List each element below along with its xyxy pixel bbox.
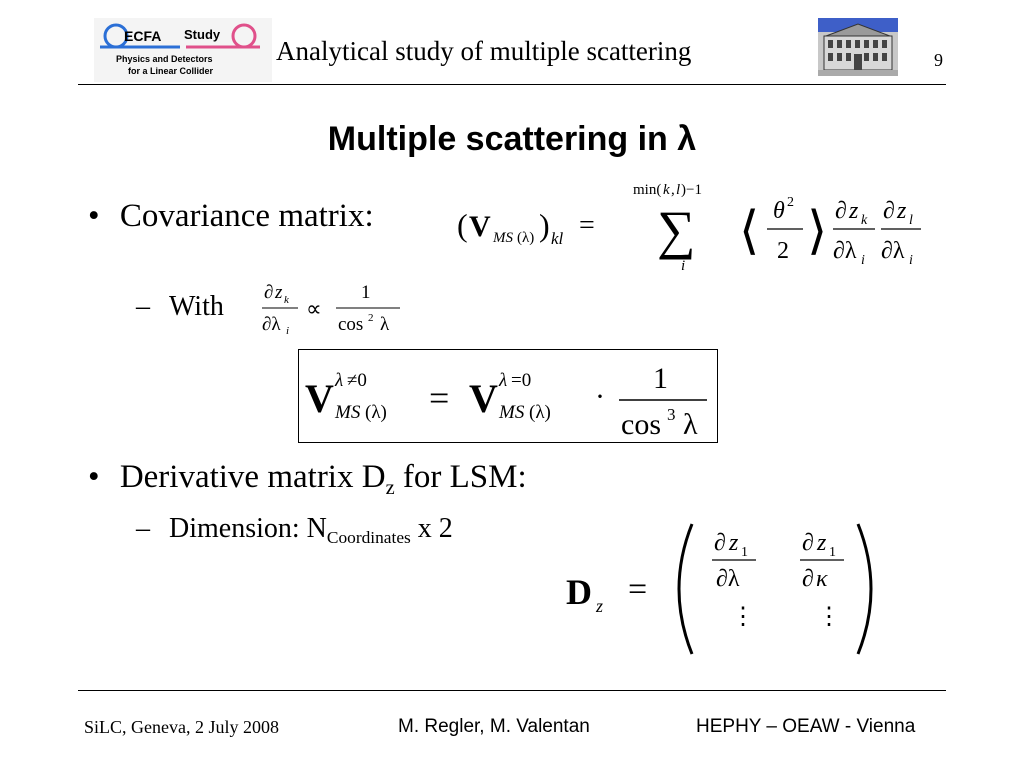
svg-text:λ: λ — [335, 370, 344, 391]
svg-text:z: z — [596, 596, 604, 616]
svg-text:)−1: )−1 — [681, 182, 702, 198]
svg-text:=0: =0 — [511, 370, 532, 391]
svg-text:=: = — [579, 210, 595, 241]
svg-text:≠0: ≠0 — [347, 370, 367, 391]
sub-with-text: With — [169, 291, 224, 322]
svg-text:∑: ∑ — [657, 200, 696, 260]
footer-institute: HEPHY – OEAW - Vienna — [696, 716, 916, 737]
slide-title: Multiple scattering in λ — [327, 120, 697, 158]
sub-dimension-text: Dimension: N — [169, 513, 327, 544]
svg-text:∂: ∂ — [714, 530, 726, 556]
sub-dimension — [136, 513, 453, 548]
svg-text:∂: ∂ — [835, 198, 847, 224]
svg-text:cos: cos — [338, 314, 364, 335]
boxed-equation — [298, 349, 718, 443]
svg-text:(λ): (λ) — [529, 402, 551, 423]
svg-text:∂λ: ∂λ — [262, 314, 281, 335]
svg-text:z: z — [817, 530, 827, 556]
svg-text:⋮: ⋮ — [731, 604, 755, 630]
svg-text:D: D — [566, 572, 592, 612]
svg-text:min(: min( — [633, 182, 662, 198]
svg-text:∂: ∂ — [802, 530, 814, 556]
header-title: Analytical study of multiple scattering — [276, 36, 692, 66]
svg-text:κ: κ — [816, 566, 828, 592]
svg-text:i: i — [681, 258, 686, 274]
svg-text:1: 1 — [741, 545, 748, 560]
svg-text:⟩: ⟩ — [807, 203, 828, 260]
svg-text:l: l — [909, 213, 913, 228]
svg-text:k: k — [284, 294, 289, 306]
svg-text:∂λ: ∂λ — [881, 238, 905, 264]
svg-text:MS: MS — [493, 230, 513, 246]
svg-text:z: z — [849, 198, 859, 224]
svg-text:): ) — [539, 207, 550, 243]
sub-dimension-suffix: x 2 — [410, 513, 453, 544]
proportionality-formula — [262, 276, 412, 340]
svg-text:,: , — [671, 182, 675, 198]
svg-text:kl: kl — [551, 229, 564, 248]
svg-text:z: z — [897, 198, 907, 224]
svg-text:V: V — [305, 376, 334, 421]
svg-text:∂: ∂ — [883, 198, 895, 224]
svg-text:∂: ∂ — [802, 566, 814, 592]
bullet-derivative — [88, 459, 527, 500]
sub-marker: – — [136, 513, 150, 544]
covariance-formula — [455, 178, 935, 278]
bullet-derivative-suffix: for LSM: — [394, 459, 527, 495]
sub-marker: – — [136, 291, 150, 322]
svg-text:=: = — [628, 571, 648, 608]
svg-text:λ: λ — [380, 314, 390, 335]
bullet-derivative-text: Derivative matrix D — [119, 459, 386, 495]
footer-divider — [78, 690, 946, 691]
footer-authors: M. Regler, M. Valentan — [398, 716, 590, 737]
svg-text:⋮: ⋮ — [817, 604, 841, 630]
svg-text:i: i — [286, 325, 290, 337]
svg-text:k: k — [663, 182, 670, 198]
sub-with — [136, 291, 224, 323]
page-number: 9 — [934, 50, 943, 70]
svg-text:∂: ∂ — [264, 282, 274, 303]
logo-line1: Physics and Detectors — [116, 54, 213, 64]
svg-text:2: 2 — [787, 195, 794, 210]
logo-ecfa-text: ECFA — [124, 28, 162, 44]
logo-line2: for a Linear Collider — [128, 66, 214, 76]
bullet-marker: • — [88, 198, 100, 234]
svg-text:i: i — [909, 253, 913, 268]
svg-text:V: V — [469, 376, 498, 421]
svg-text:3: 3 — [667, 405, 676, 424]
svg-text:l: l — [676, 182, 681, 198]
svg-text:=: = — [429, 378, 450, 418]
svg-text:(λ): (λ) — [365, 402, 387, 423]
svg-text:λ: λ — [499, 370, 508, 391]
bullet-marker: • — [88, 459, 100, 495]
svg-text:1: 1 — [361, 282, 371, 303]
svg-text:λ: λ — [683, 408, 698, 441]
logo-study-text: Study — [184, 27, 221, 42]
svg-text:·: · — [595, 380, 605, 413]
svg-text:∂λ: ∂λ — [833, 238, 857, 264]
svg-text:z: z — [275, 282, 283, 303]
svg-text:∝: ∝ — [306, 296, 322, 321]
svg-text:2: 2 — [777, 238, 789, 264]
footer-event: SiLC, Geneva, 2 July 2008 — [84, 717, 279, 737]
svg-text:V: V — [469, 210, 491, 243]
sub-dimension-subscript: Coordinates — [326, 528, 411, 548]
svg-text:1: 1 — [829, 545, 836, 560]
svg-text:k: k — [861, 213, 868, 228]
svg-text:∂λ: ∂λ — [716, 566, 740, 592]
derivative-matrix-formula — [564, 516, 894, 662]
svg-text:(: ( — [457, 207, 468, 243]
bullet-derivative-subscript: z — [385, 477, 395, 500]
header-divider — [78, 84, 946, 85]
svg-text:cos: cos — [621, 408, 661, 441]
svg-text:⟨: ⟨ — [739, 203, 760, 260]
svg-text:MS: MS — [499, 402, 525, 423]
svg-text:MS: MS — [335, 402, 361, 423]
bullet-covariance — [88, 198, 374, 235]
svg-text:2: 2 — [368, 312, 374, 324]
svg-text:i: i — [861, 253, 865, 268]
ecfa-study-logo — [94, 18, 272, 82]
bullet-covariance-text: Covariance matrix: — [119, 198, 374, 234]
svg-text:z: z — [729, 530, 739, 556]
hephy-building-icon — [818, 18, 898, 76]
svg-text:θ: θ — [773, 198, 785, 224]
svg-text:1: 1 — [653, 362, 668, 395]
svg-text:(λ): (λ) — [517, 230, 535, 246]
